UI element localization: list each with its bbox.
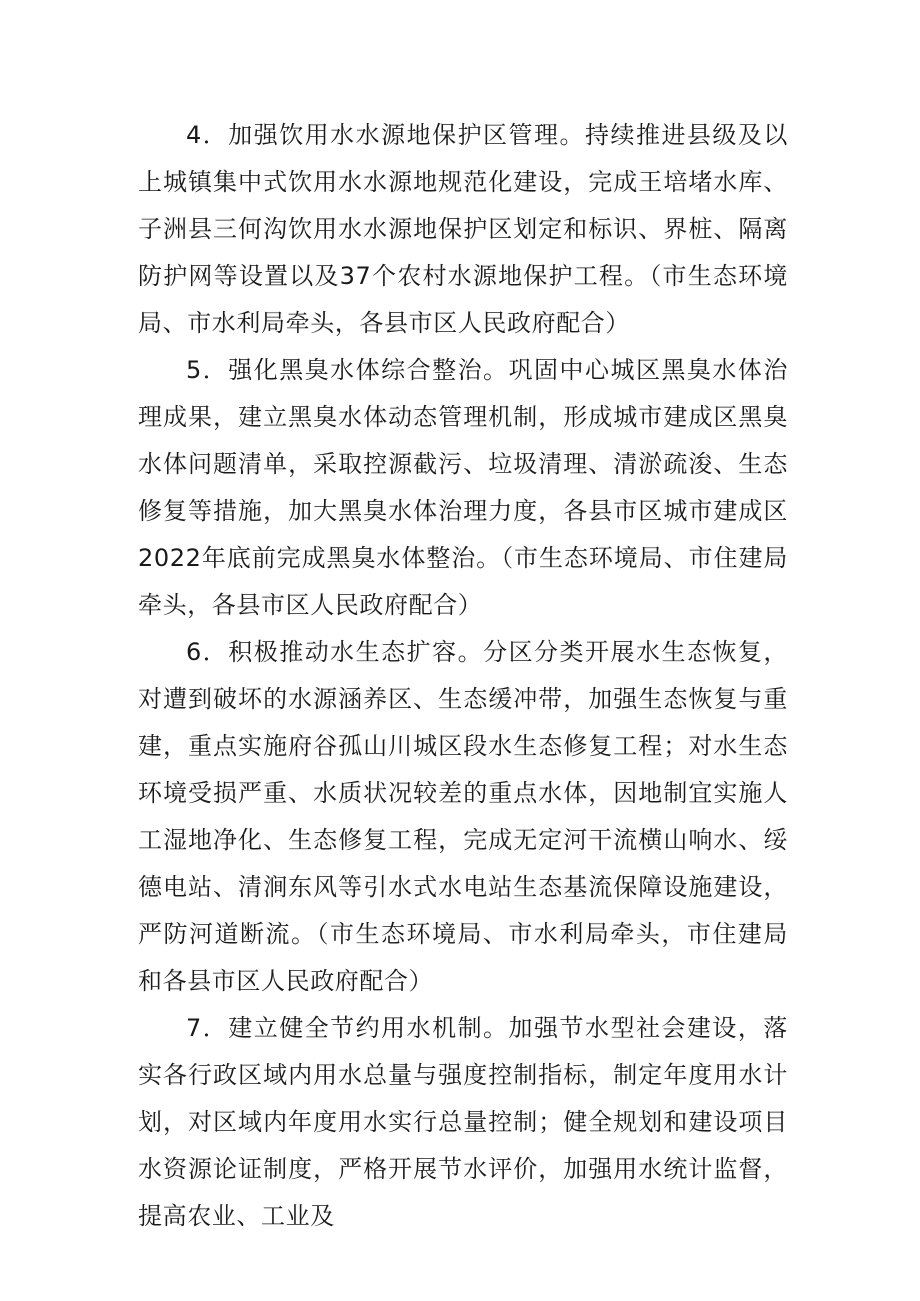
paragraph-number: 4． — [186, 121, 229, 149]
paragraph-number: 5． — [186, 356, 229, 384]
paragraph-body: 持续推进县级及以上城镇集中式饮用水水源地规范化建设，完成王培堵水库、子洲县三何沟饮用水水源地保护区划定和标识、界桩、隔离防护网等设置以及37个农村水源地保护工程。（市生态环境局、市水利局牵头，各县市区人民政府配合） — [138, 121, 788, 337]
paragraph-5 — [138, 347, 788, 629]
paragraph-4 — [138, 112, 788, 347]
paragraph-6 — [138, 629, 788, 1005]
paragraph-title: 建立健全节约用水机制。 — [228, 1014, 509, 1042]
paragraph-number: 6． — [186, 638, 229, 666]
paragraph-number: 7． — [186, 1014, 229, 1042]
paragraph-body: 分区分类开展水生态恢复，对遭到破坏的水源涵养区、生态缓冲带，加强生态恢复与重建，重点实施府谷孤山川城区段水生态修复工程；对水生态环境受损严重、水质状况较差的重点水体，因地制宜实施人工湿地净化、生态修复工程，完成无定河干流横山响水、绥德电站、清涧东风等引水式水电站生态基流保障设施建设，严防河道断流。（市生态环境局、市水利局牵头，市住建局和各县市区人民政府配合） — [138, 638, 789, 995]
paragraph-7 — [138, 1005, 788, 1240]
document-page — [138, 112, 788, 1240]
paragraph-body: 巩固中心城区黑臭水体治理成果，建立黑臭水体动态管理机制，形成城市建成区黑臭水体问题清单，采取控源截污、垃圾清理、清淤疏浚、生态修复等措施，加大黑臭水体治理力度，各县市区城市建成区2022年底前完成黑臭水体整治。（市生态环境局、市住建局牵头，各县市区人民政府配合） — [138, 356, 788, 619]
paragraph-title: 积极推动水生态扩容。 — [228, 638, 484, 666]
paragraph-title: 强化黑臭水体综合整治。 — [228, 356, 509, 384]
paragraph-body: 加强节水型社会建设，落实各行政区域内用水总量与强度控制指标，制定年度用水计划，对区域内年度用水实行总量控制；健全规划和建设项目水资源论证制度，严格开展节水评价，加强用水统计监督，提高农业、工业及 — [138, 1014, 788, 1230]
paragraph-title: 加强饮用水水源地保护区管理。 — [228, 121, 585, 149]
